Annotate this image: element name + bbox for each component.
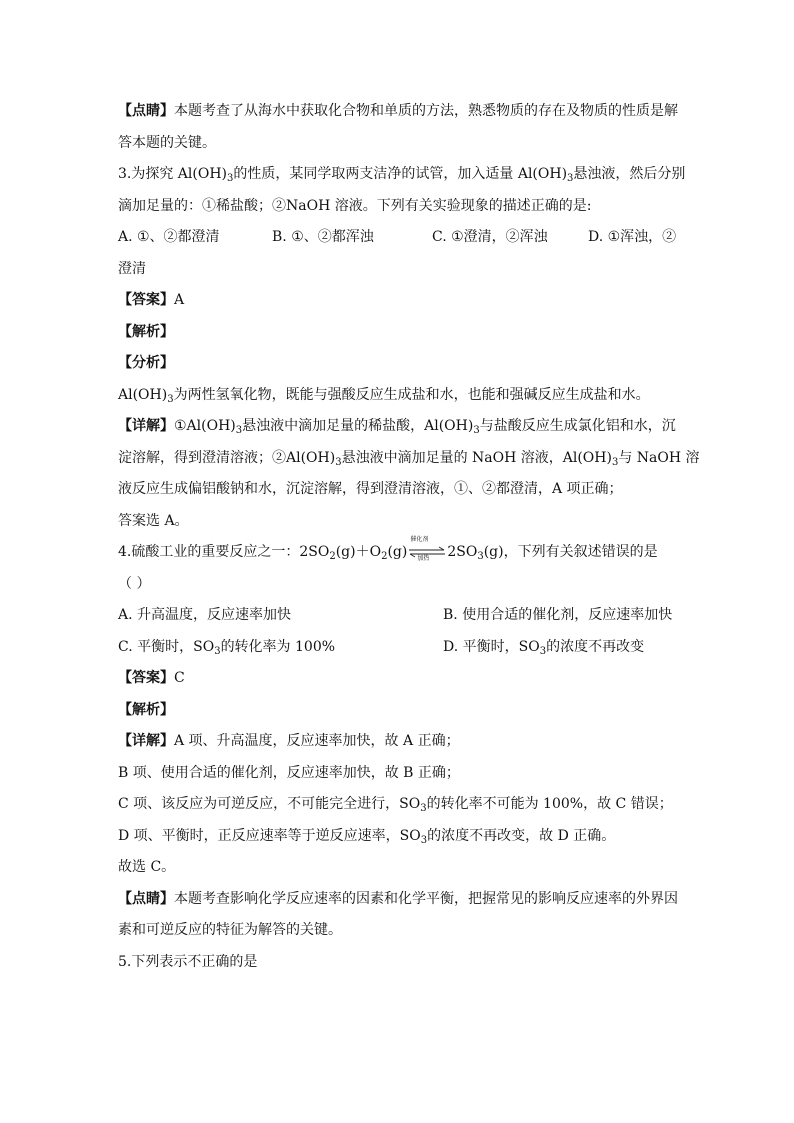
q3-conclusion: 答案选 A。 [118,512,189,529]
q3-option-b: B. ①、②都浑浊 [272,229,374,245]
catalyst-label: 催化剂 [410,536,429,543]
q4-options-row-1 [118,600,678,632]
q3-analysis-heading: 【解析】 [118,323,174,340]
q2-tip-line-2: 答本题的关键。 [118,134,216,151]
q5-stem: 5.下列表示不正确的是 [118,953,258,970]
q4-option-c: C. 平衡时，$SO_3$的转化率为 100% [118,638,336,657]
q3-fenxi-heading: 【分析】 [118,355,174,371]
q4-tip-line-1: 【点睛】本题考查影响化学反应速率的因素和化学平衡，把握常见的影响反应速率的外界因 [118,890,678,907]
q3-option-c: C. ①澄清，②浑浊 [432,229,548,245]
q2-tip-line-1: 【点睛】本题考查了从海水中获取化合物和单质的方法，熟悉物质的存在及物质的性质是解 [118,103,678,119]
document-page [118,96,700,978]
tip-tag: 【点睛】 [118,103,174,119]
q4-detail-line-1: 【详解】A 项、升高温度，反应速率加快，故 A 正确； [118,733,460,749]
q4-detail-line-2: B 项、使用合适的催化剂，反应速率加快，故 B 正确； [118,764,460,781]
equilibrium-arrow-icon [408,536,446,562]
q4-stem-line-1: 4.硫酸工业的重要反应之一：$2SO_2(g)+O_2(g)$ 催化剂 加热 $2SO_3(g)$，下列有关叙述错误的是 [118,536,658,562]
q3-option-a: A. ①、②都澄清 [118,229,220,245]
q3-options [118,222,678,254]
q4-answer: 【答案】C [118,670,185,686]
q3-stem-line-2: 滴加足量的：①稀盐酸；②NaOH 溶液。下列有关实验现象的描述正确的是: [118,197,592,214]
q4-option-d: D. 平衡时，$SO_3$的浓度不再改变 [443,638,645,657]
q3-option-d-continued: 澄清 [118,260,146,277]
q3-detail-line-3: 液反应生成偏铝酸钠和水，沉淀溶解，得到澄清溶液，①、②都澄清，A 项正确； [118,481,623,497]
q4-options-row-2 [118,632,678,664]
q3-detail-line-2: 淀溶解，得到澄清溶液；$②Al(OH)_3$悬浊液中滴加足量的 NaOH 溶液，$Al(OH)_3$与 NaOH 溶 [118,449,700,468]
q3-detail-line-1: 【详解】$①Al(OH)_3$悬浊液中滴加足量的稀盐酸，$Al(OH)_3$与盐酸反应生成氯化铝和水，沉 [118,418,676,436]
q4-option-a: A. 升高温度，反应速率加快 [118,607,292,623]
q4-option-b: B. 使用合适的催化剂，反应速率加快 [443,607,673,623]
q3-option-d: D. ①浑浊，② [588,229,677,245]
q4-analysis-heading: 【解析】 [118,701,174,718]
q4-paren: （ ） [118,575,151,592]
q4-conclusion: 故选 C。 [118,859,176,875]
q4-detail-line-3: C 项、该反应为可逆反应，不可能完全进行，$SO_3$的转化率不可能为 100%，故 C 错误； [118,796,673,814]
q4-tip-line-2: 素和可逆反应的特征为解答的关键。 [118,922,342,938]
heat-label: 加热 [417,555,430,562]
q3-fenxi-text: $Al(OH)_3$为两性氢氧化物，既能与强酸反应生成盐和水，也能和强碱反应生成盐和水。 [118,386,650,405]
q4-detail-line-4: D 项、平衡时，正反应速率等于逆反应速率，$SO_3$的浓度不再改变，故 D 正确。 [118,827,616,846]
q3-stem-line-1: 3.为探究 $Al(OH)_3$的性质，某同学取两支洁净的试管，加入适量 $Al(OH)_3$悬浊液，然后分别 [118,166,686,184]
q3-answer: 【答案】A [118,292,185,308]
